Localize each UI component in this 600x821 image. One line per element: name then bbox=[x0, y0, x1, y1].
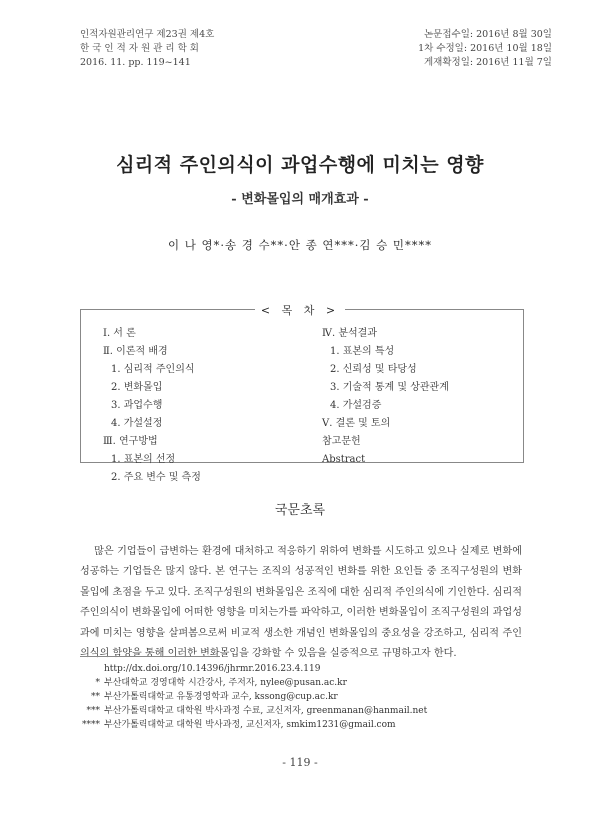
submission-dates bbox=[418, 28, 552, 70]
toc-item: 참고문헌 bbox=[322, 436, 361, 447]
footnote-author-3: *** 부산가톨릭대학교 대학원 박사과정 수료, 교신저자, greenmanan@hanmail.net bbox=[86, 706, 428, 716]
toc-right-column bbox=[322, 325, 449, 469]
paper-subtitle: - 변화몰입의 매개효과 - bbox=[231, 192, 369, 207]
toc-subitem: 2. 주요 변수 및 측정 bbox=[111, 472, 201, 483]
abstract-heading: 국문초록 bbox=[274, 503, 326, 518]
abstract-body: 많은 기업들이 급변하는 환경에 대처하고 적응하기 위하여 변화를 시도하고 있으나 실제로 변화에 성공하는 기업들은 많지 않다. 본 연구는 조직의 성공적인 변화를 위한 요인들 중 조직구성원의 변화몰입에 초점을 두고 있다. 조직구성원의 변화몰입은 조직에 대한 심리적 주인의식에 기인한다. 심리적 주인의식이 변화몰입에 어떠한 영향을 미치는가를 파악하고, 이러한 변화몰입이 조직구성원의 과업성과에 미치는 영향을 살펴봄으로써 비교적 생소한 개념인 변화몰입의 중요성을 강조하고, 심리적 주인의식의 함양을 통해 이러한 변화몰입을 강화할 수 있음을 실증적으로 규명하고자 한다. bbox=[80, 546, 522, 660]
received-date: 논문접수일: 2016년 8월 30일 bbox=[424, 29, 552, 40]
footnote-divider bbox=[80, 656, 220, 657]
toc-left-column bbox=[103, 325, 201, 487]
page-number: - 119 - bbox=[282, 756, 318, 769]
toc-item: Ⅰ. 서 론 bbox=[103, 328, 136, 339]
toc-subitem: 4. 가설검증 bbox=[330, 400, 382, 411]
toc-subitem: 2. 신뢰성 및 타당성 bbox=[330, 364, 417, 375]
toc-subitem: 3. 기술적 통계 및 상관관계 bbox=[330, 382, 449, 393]
toc-item: Ⅳ. 분석결과 bbox=[322, 328, 377, 339]
journal-info bbox=[80, 28, 214, 70]
paper-title: 심리적 주인의식이 과업수행에 미치는 영향 bbox=[116, 154, 484, 176]
author-list: 이 나 영*·송 경 수**·안 종 연***·김 승 민**** bbox=[167, 238, 433, 252]
toc-heading: < 목 차 > bbox=[0, 302, 600, 318]
toc-item: Ⅲ. 연구방법 bbox=[103, 436, 158, 447]
footnote-author-4: **** 부산가톨릭대학교 대학원 박사과정, 교신저자, smkim1231@gmail.com bbox=[82, 720, 396, 730]
accepted-date: 게재확정일: 2016년 11월 7일 bbox=[424, 57, 552, 68]
toc-subitem: 1. 심리적 주인의식 bbox=[111, 364, 195, 375]
toc-item: Ⅱ. 이론적 배경 bbox=[103, 346, 168, 357]
toc-subitem: 1. 표본의 특성 bbox=[330, 346, 395, 357]
footnotes bbox=[80, 662, 427, 732]
revised-date: 1차 수정일: 2016년 10월 18일 bbox=[418, 43, 552, 54]
society-name: 한 국 인 적 자 원 관 리 학 회 bbox=[80, 43, 199, 54]
toc-item: Ⅴ. 결론 및 토의 bbox=[322, 418, 391, 429]
journal-name: 인적자원관리연구 제23권 제4호 bbox=[80, 29, 215, 40]
toc-subitem: 3. 과업수행 bbox=[111, 400, 163, 411]
toc-item: Abstract bbox=[322, 454, 366, 465]
doi-link[interactable]: http://dx.doi.org/10.14396/jhrmr.2016.23.4.119 bbox=[104, 664, 321, 674]
toc-subitem: 4. 가설설정 bbox=[111, 418, 163, 429]
footnote-author-1: * 부산대학교 경영대학 시간강사, 주저자, nylee@pusan.ac.kr bbox=[95, 678, 347, 688]
toc-subitem: 1. 표본의 선정 bbox=[111, 454, 176, 465]
toc-subitem: 2. 변화몰입 bbox=[111, 382, 163, 393]
issue-pages: 2016. 11. pp. 119~141 bbox=[80, 57, 191, 68]
footnote-author-2: ** 부산가톨릭대학교 유통경영학과 교수, kssong@cup.ac.kr bbox=[91, 692, 338, 702]
